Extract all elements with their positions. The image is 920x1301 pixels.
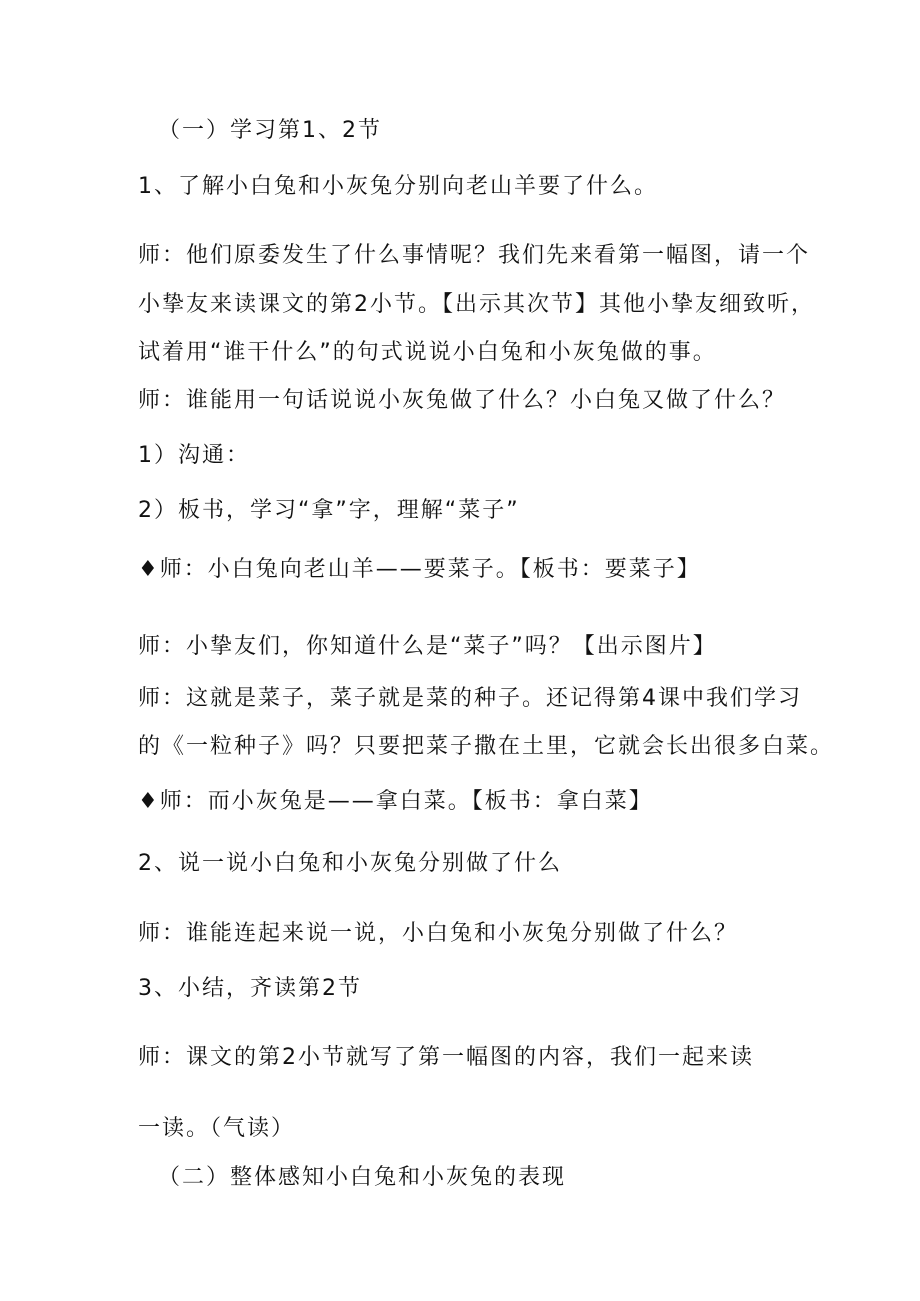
paragraph-line: 小挚友来读课文的第2小节。【出示其次节】其他小挚友细致听， [138,292,815,317]
step-heading-1: 1、了解小白兔和小灰兔分别向老山羊要了什么。 [138,174,658,199]
paragraph-line: 师：这就是菜子，菜子就是菜的种子。还记得第4课中我们学习 [138,686,802,711]
paragraph-line: 师：课文的第2小节就写了第一幅图的内容，我们一起来读 [138,1045,754,1070]
paragraph-line: 师：小挚友们，你知道什么是“菜子”吗？【出示图片】 [138,634,717,659]
step-heading-3: 3、小结，齐读第2节 [138,976,362,1001]
paragraph-line: 师：他们原委发生了什么事情呢？我们先来看第一幅图，请一个 [138,243,811,268]
paragraph-line: ♦师：而小灰兔是——拿白菜。【板书：拿白菜】 [138,789,653,814]
paragraph-line: 师：谁能用一句话说说小灰兔做了什么？小白兔又做了什么？ [138,388,787,413]
section-heading-2: （二）整体感知小白兔和小灰兔的表现 [158,1165,567,1190]
paragraph-line: 的《一粒种子》吗？只要把菜子撒在土里，它就会长出很多白菜。 [138,734,835,759]
step-heading-2: 2、说一说小白兔和小灰兔分别做了什么 [138,851,562,876]
paragraph-line: 师：谁能连起来说一说，小白兔和小灰兔分别做了什么？ [138,921,739,946]
list-item: 1）沟通： [138,443,250,468]
paragraph-line: 试着用“谁干什么”的句式说说小白兔和小灰兔做的事。 [138,340,717,365]
paragraph-line: ♦师：小白兔向老山羊——要菜子。【板书：要菜子】 [138,557,701,582]
list-item: 2）板书，学习“拿”字，理解“菜子” [138,498,520,523]
paragraph-line: 一读。（气读） [138,1116,296,1141]
section-heading-1: （一）学习第1、2节 [158,118,382,143]
